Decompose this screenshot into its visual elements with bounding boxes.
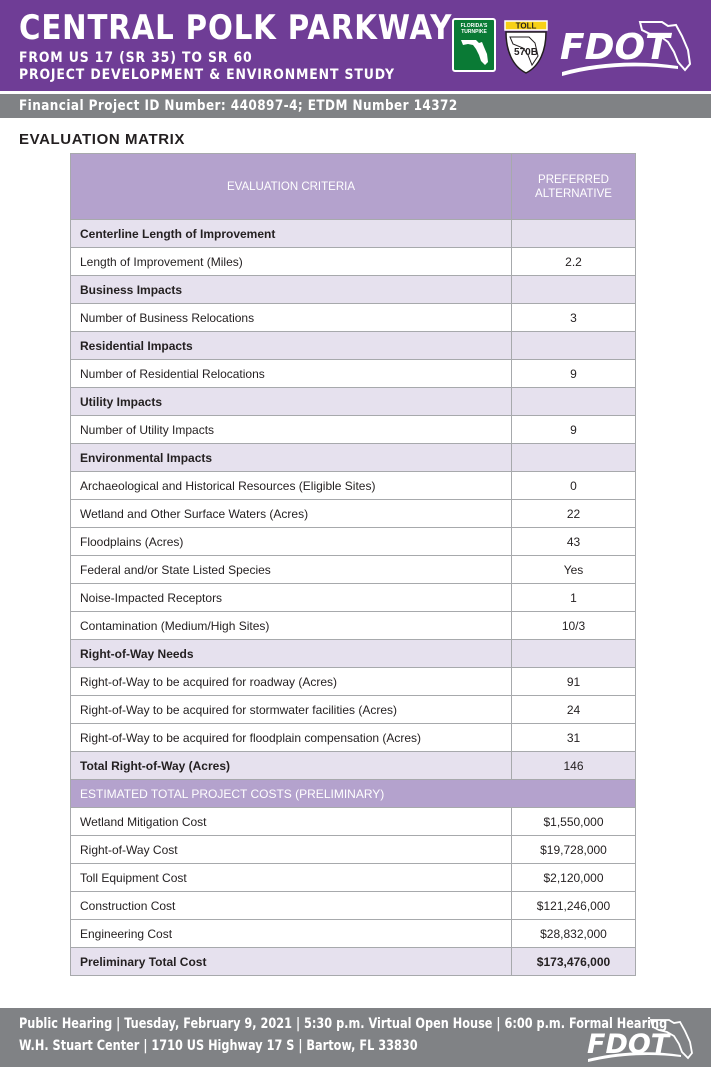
- category-value: [512, 640, 636, 668]
- criteria-column-header: EVALUATION CRITERIA: [71, 154, 512, 220]
- criterion-label: Right-of-Way to be acquired for floodplain compensation (Acres): [71, 724, 512, 752]
- criterion-label: Floodplains (Acres): [71, 528, 512, 556]
- alternative-column-header: [512, 154, 636, 220]
- turnpike-logo-text: FLORIDA'S TURNPIKE: [460, 23, 488, 35]
- table-row: [71, 360, 636, 388]
- criterion-label: Number of Business Relocations: [71, 304, 512, 332]
- criterion-label: Wetland and Other Surface Waters (Acres): [71, 500, 512, 528]
- cost-value: $1,550,000: [512, 808, 636, 836]
- table-row: [71, 248, 636, 276]
- cost-label: Right-of-Way Cost: [71, 836, 512, 864]
- criterion-value: 2.2: [512, 248, 636, 276]
- category-label: Environmental Impacts: [71, 444, 512, 472]
- total-cost-label: Preliminary Total Cost: [71, 948, 512, 976]
- costs-header-label: ESTIMATED TOTAL PROJECT COSTS (PRELIMINARY): [71, 780, 636, 808]
- fdot-logo-text: FDOT: [560, 27, 670, 68]
- criterion-value: 10/3: [512, 612, 636, 640]
- criterion-label: Archaeological and Historical Resources (Eligible Sites): [71, 472, 512, 500]
- table-row: [71, 416, 636, 444]
- criterion-label: Contamination (Medium/High Sites): [71, 612, 512, 640]
- fdot-logo: [558, 16, 694, 82]
- criterion-label: Number of Utility Impacts: [71, 416, 512, 444]
- florida-turnpike-logo: [452, 18, 496, 72]
- category-label: Residential Impacts: [71, 332, 512, 360]
- hearing-location: W.H. Stuart Center | 1710 US Highway 17 S | Bartow, FL 33830: [19, 1038, 418, 1054]
- cost-row: [71, 920, 636, 948]
- cost-row: [71, 808, 636, 836]
- category-value: [512, 444, 636, 472]
- criterion-value: 91: [512, 668, 636, 696]
- project-limits: FROM US 17 (SR 35) TO SR 60: [19, 50, 253, 66]
- toll-570b-shield: [502, 18, 550, 76]
- total-label: Total Right-of-Way (Acres): [71, 752, 512, 780]
- criterion-value: 0: [512, 472, 636, 500]
- category-value: [512, 388, 636, 416]
- table-row: [71, 304, 636, 332]
- cost-label: Engineering Cost: [71, 920, 512, 948]
- cost-label: Construction Cost: [71, 892, 512, 920]
- page-footer: [0, 1008, 711, 1067]
- table-row: [71, 612, 636, 640]
- criterion-value: 22: [512, 500, 636, 528]
- project-id-bar: [0, 94, 711, 118]
- category-row: [71, 276, 636, 304]
- criterion-value: 1: [512, 584, 636, 612]
- table-row: [71, 696, 636, 724]
- toll-label: TOLL: [515, 21, 537, 31]
- category-label: Centerline Length of Improvement: [71, 220, 512, 248]
- criterion-value: 24: [512, 696, 636, 724]
- category-row: [71, 220, 636, 248]
- category-label: Business Impacts: [71, 276, 512, 304]
- evaluation-matrix-table: [70, 153, 636, 976]
- section-title: EVALUATION MATRIX: [19, 131, 186, 148]
- footer-fdot-logo: [585, 1017, 695, 1065]
- toll-number: 570B: [514, 47, 538, 58]
- total-cost-value: $173,476,000: [512, 948, 636, 976]
- cost-row: [71, 836, 636, 864]
- table-row: [71, 500, 636, 528]
- category-value: [512, 220, 636, 248]
- category-row: [71, 640, 636, 668]
- criterion-label: Noise-Impacted Receptors: [71, 584, 512, 612]
- table-row: [71, 584, 636, 612]
- cost-value: $2,120,000: [512, 864, 636, 892]
- criterion-label: Right-of-Way to be acquired for roadway (Acres): [71, 668, 512, 696]
- costs-header-row: [71, 780, 636, 808]
- alternative-header-line2: ALTERNATIVE: [535, 187, 612, 200]
- preliminary-total-cost-row: [71, 948, 636, 976]
- criterion-value: 3: [512, 304, 636, 332]
- category-row: [71, 444, 636, 472]
- category-label: Right-of-Way Needs: [71, 640, 512, 668]
- criterion-label: Federal and/or State Listed Species: [71, 556, 512, 584]
- total-value: 146: [512, 752, 636, 780]
- total-row-of-way-row: [71, 752, 636, 780]
- criterion-label: Length of Improvement (Miles): [71, 248, 512, 276]
- criterion-value: Yes: [512, 556, 636, 584]
- criterion-label: Right-of-Way to be acquired for stormwater facilities (Acres): [71, 696, 512, 724]
- criterion-value: 31: [512, 724, 636, 752]
- project-title: CENTRAL POLK PARKWAY: [19, 8, 453, 48]
- cost-label: Wetland Mitigation Cost: [71, 808, 512, 836]
- project-id-text: Financial Project ID Number: 440897-4; ETDM Number 14372: [19, 98, 458, 114]
- table-row: [71, 528, 636, 556]
- criterion-value: 9: [512, 360, 636, 388]
- cost-value: $121,246,000: [512, 892, 636, 920]
- category-value: [512, 276, 636, 304]
- cost-value: $28,832,000: [512, 920, 636, 948]
- criterion-value: 9: [512, 416, 636, 444]
- florida-map-icon: [460, 37, 490, 67]
- table-row: [71, 556, 636, 584]
- cost-value: $19,728,000: [512, 836, 636, 864]
- category-row: [71, 332, 636, 360]
- table-header-row: [71, 154, 636, 220]
- footer-fdot-logo-text: FDOT: [587, 1029, 670, 1060]
- alternative-header-line1: PREFERRED: [538, 173, 609, 186]
- study-name: PROJECT DEVELOPMENT & ENVIRONMENT STUDY: [19, 67, 395, 83]
- criterion-label: Number of Residential Relocations: [71, 360, 512, 388]
- cost-row: [71, 892, 636, 920]
- cost-label: Toll Equipment Cost: [71, 864, 512, 892]
- category-value: [512, 332, 636, 360]
- table-row: [71, 472, 636, 500]
- hearing-details: Public Hearing | Tuesday, February 9, 2021 | 5:30 p.m. Virtual Open House | 6:00 p.m. Formal Hearing: [19, 1016, 668, 1032]
- cost-row: [71, 864, 636, 892]
- page-header: [0, 0, 711, 91]
- category-row: [71, 388, 636, 416]
- category-label: Utility Impacts: [71, 388, 512, 416]
- criterion-value: 43: [512, 528, 636, 556]
- table-row: [71, 668, 636, 696]
- table-row: [71, 724, 636, 752]
